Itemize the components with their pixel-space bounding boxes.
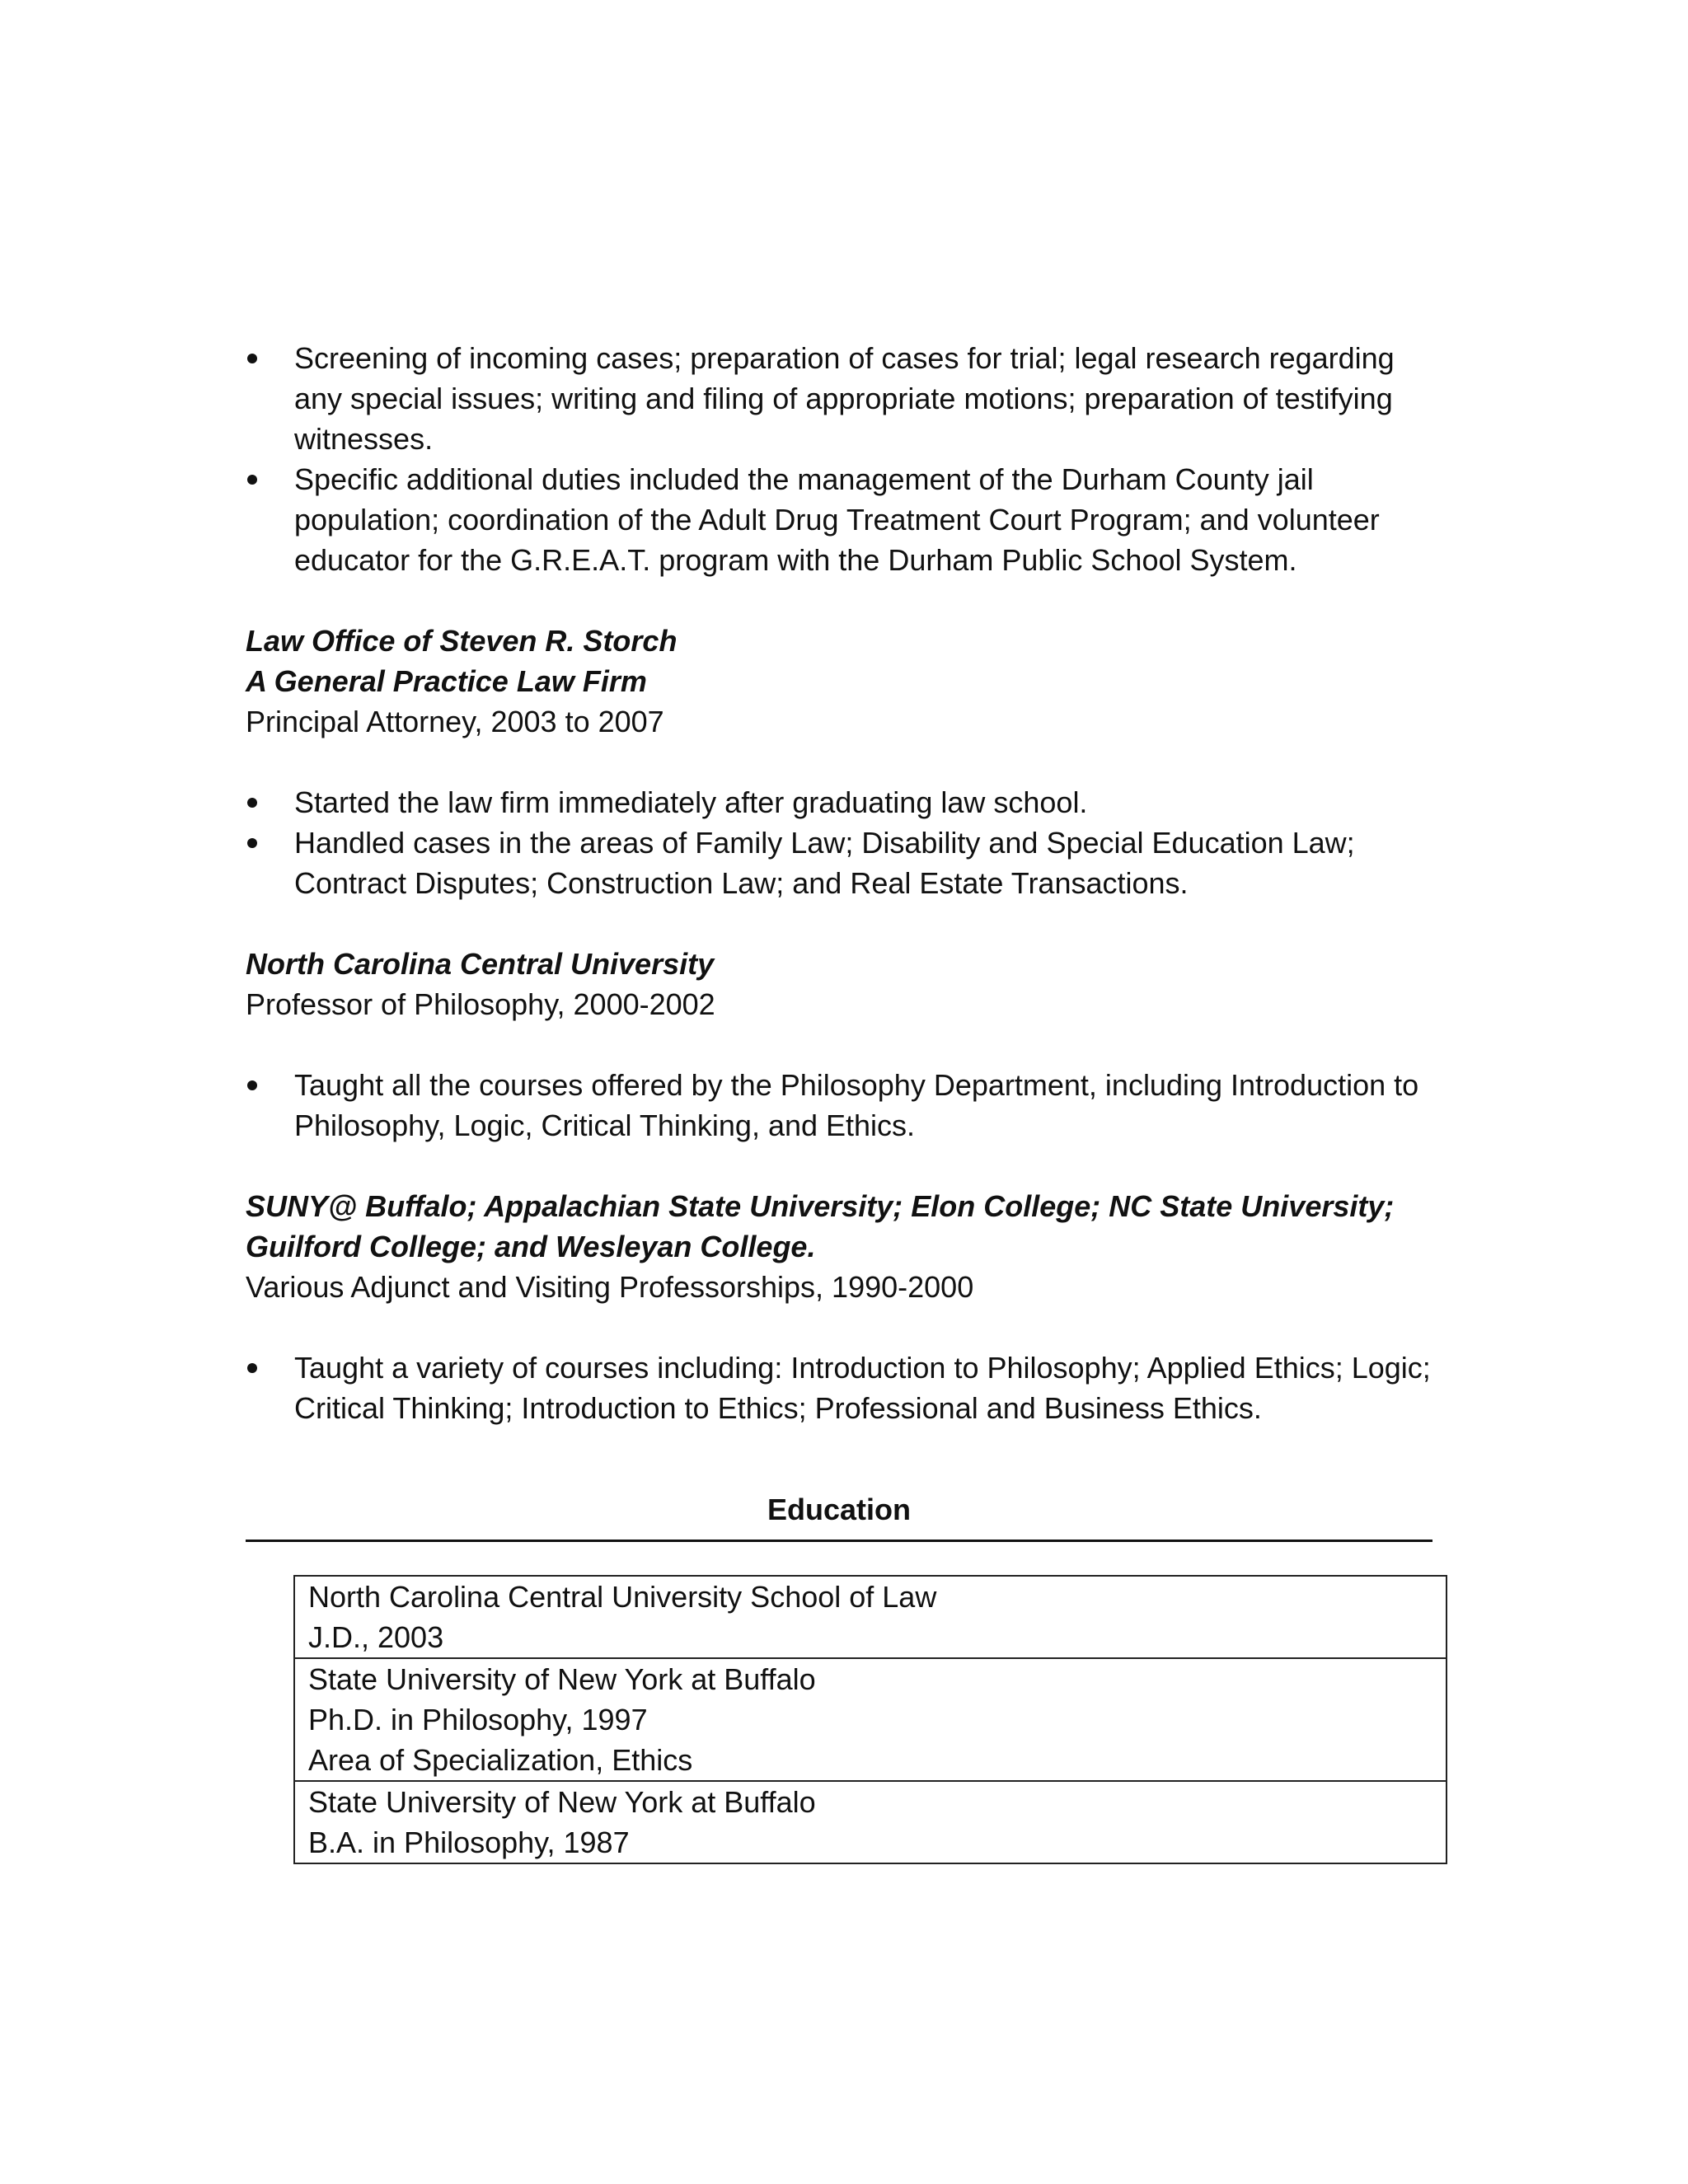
employer-name-continued: Guilford College; and Wesleyan College.: [246, 1230, 816, 1263]
list-item: [246, 823, 1448, 903]
list-item: [246, 1347, 1448, 1428]
job-entry-law-office: [246, 621, 1432, 903]
job-duties-list: [246, 1347, 1432, 1428]
education-table: [293, 1575, 1447, 1864]
resume-page: [246, 338, 1432, 1864]
table-cell: [294, 1576, 1447, 1658]
list-item: [246, 1065, 1448, 1146]
table-cell: [294, 1781, 1447, 1863]
education-section: [246, 1489, 1432, 1864]
degree: Ph.D. in Philosophy, 1997: [308, 1703, 648, 1736]
table-cell: [294, 1658, 1447, 1781]
employer-name: North Carolina Central University: [246, 947, 715, 981]
employer-subtitle: A General Practice Law Firm: [246, 664, 647, 698]
bullet-text: Screening of incoming cases; preparation of cases for trial; legal research regarding any special issues; writing and filing of appropriate motions; preparation of testifying witnesses.: [294, 341, 1395, 456]
bullet-text: Handled cases in the areas of Family Law; Disability and Special Education Law; Contract Disputes; Construction Law; and Real Estate Transactions.: [294, 826, 1355, 900]
employer-name: SUNY@ Buffalo; Appalachian State University; Elon College; NC State University;: [246, 1189, 1395, 1223]
list-item: [246, 338, 1448, 459]
job-entry-adjunct: [246, 1186, 1432, 1428]
table-row: [294, 1576, 1447, 1658]
job-role: Professor of Philosophy, 2000-2002: [246, 987, 715, 1021]
job-role: Principal Attorney, 2003 to 2007: [246, 705, 664, 738]
bullet-icon: [247, 1080, 257, 1090]
list-item: [246, 782, 1448, 823]
specialization: Area of Specialization, Ethics: [308, 1743, 693, 1777]
degree: J.D., 2003: [308, 1620, 444, 1654]
bullet-icon: [247, 475, 257, 485]
bullet-icon: [247, 354, 257, 363]
job-duties-list: [246, 1065, 1432, 1146]
prior-job-duties-list: [246, 338, 1432, 580]
bullet-icon: [247, 798, 257, 808]
job-entry-nccu: [246, 944, 1432, 1146]
table-row: [294, 1658, 1447, 1781]
job-duties-list: [246, 782, 1432, 903]
bullet-text: Started the law firm immediately after graduating law school.: [294, 785, 1088, 819]
school-name: State University of New York at Buffalo: [308, 1662, 816, 1696]
school-name: North Carolina Central University School of Law: [308, 1580, 937, 1614]
bullet-icon: [247, 1363, 257, 1373]
degree: B.A. in Philosophy, 1987: [308, 1825, 630, 1859]
bullet-icon: [247, 838, 257, 848]
employer-name: Law Office of Steven R. Storch: [246, 624, 678, 658]
bullet-text: Taught a variety of courses including: Introduction to Philosophy; Applied Ethics; Logic; Critical Thinking; Introduction to Ethics; Professional and Business Ethics.: [294, 1351, 1431, 1425]
section-divider: [246, 1540, 1432, 1542]
list-item: [246, 459, 1448, 580]
bullet-text: Specific additional duties included the management of the Durham County jail population; coordination of the Adult Drug Treatment Court Program; and volunteer educator for the G.R.E.A.T. program with the Durham Public School System.: [294, 462, 1380, 577]
job-role: Various Adjunct and Visiting Professorships, 1990-2000: [246, 1270, 974, 1304]
bullet-text: Taught all the courses offered by the Philosophy Department, including Introduction to Philosophy, Logic, Critical Thinking, and Ethics.: [294, 1068, 1419, 1142]
table-row: [294, 1781, 1447, 1863]
section-heading-education: Education: [767, 1493, 911, 1526]
school-name: State University of New York at Buffalo: [308, 1785, 816, 1819]
